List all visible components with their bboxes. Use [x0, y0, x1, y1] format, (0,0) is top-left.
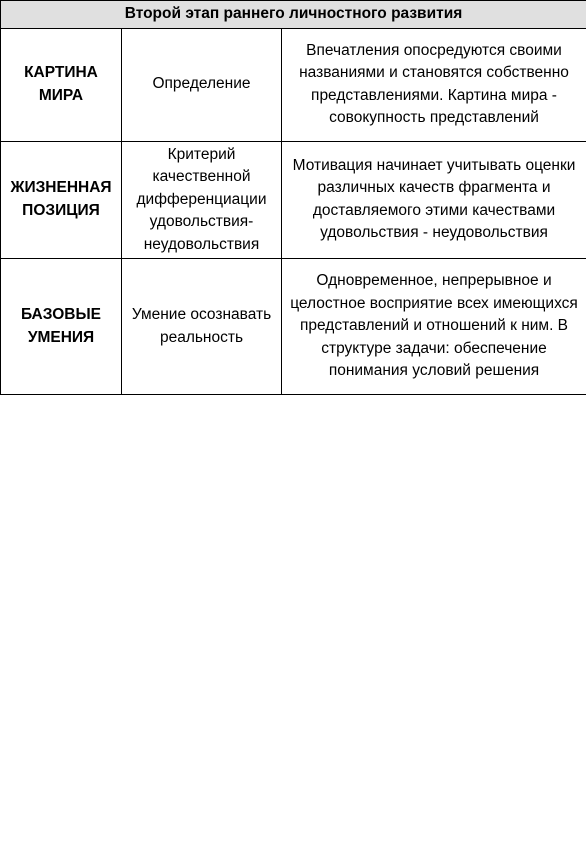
row-header-basic-skills: БАЗОВЫЕ УМЕНИЯ [1, 259, 122, 395]
row-criterion-world-picture: Определение [122, 28, 282, 141]
table-row-world-picture [1, 28, 586, 141]
row-description-basic-skills: Одновременное, непрерывное и целостное восприятие всех имеющихся представлений и отношений к ним. В структуре задачи: обеспечение понимания условий решения [282, 259, 586, 395]
row-criterion-basic-skills: Умение осознавать реальность [122, 259, 282, 395]
row-description-world-picture: Впечатления опосредуются своими названиями и становятся собственно представлениями. Картина мира - совокупность представлений [282, 28, 586, 141]
table-row-life-position [1, 141, 586, 259]
row-header-life-position: ЖИЗНЕННАЯ ПОЗИЦИЯ [1, 141, 122, 259]
table-title-row [1, 1, 586, 29]
row-criterion-life-position: Критерий качественной дифференциации удовольствия-неудовольствия [122, 141, 282, 259]
table-row-basic-skills [1, 259, 586, 395]
development-stage-table [0, 0, 586, 395]
row-description-life-position: Мотивация начинает учитывать оценки различных качеств фрагмента и доставляемого этими качествами удовольствия - неудовольствия [282, 141, 586, 259]
table-title: Второй этап раннего личностного развития [1, 1, 586, 29]
row-header-world-picture: КАРТИНА МИРА [1, 28, 122, 141]
